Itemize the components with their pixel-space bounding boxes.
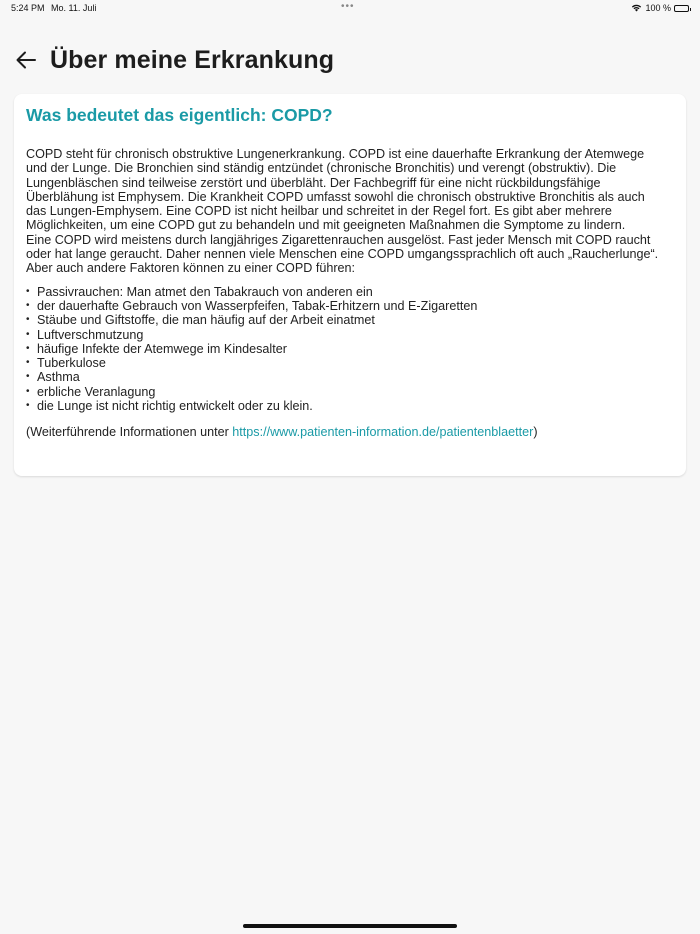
arrow-left-icon [16, 51, 36, 69]
list-item: • Tuberkulose [26, 356, 674, 370]
paragraph-line: Aber auch andere Faktoren können zu einer COPD führen: [26, 261, 356, 276]
description-paragraph [26, 147, 674, 276]
status-right [631, 3, 689, 13]
list-item: • die Lunge ist nicht richtig entwickelt oder zu klein. [26, 399, 674, 413]
more-info-text [26, 425, 674, 439]
list-item: • häufige Infekte der Atemwege im Kindesalter [26, 342, 674, 356]
status-bar [0, 0, 700, 17]
paragraph-line: Überblähung ist Emphysem. Die Krankheit COPD umfasst sowohl die chronisch obstruktive Bronchitis als auch [26, 189, 645, 204]
multitasking-dots-icon[interactable]: ••• [341, 1, 355, 12]
list-item: • erbliche Veranlagung [26, 385, 674, 399]
paragraph-line: Möglichkeiten, um eine COPD gut zu behandeln und mit geeigneten Maßnahmen die Symptome zu lindern. [26, 218, 626, 233]
back-button[interactable] [14, 48, 38, 72]
paragraph-line: COPD steht für chronisch obstruktive Lungenerkrankung. COPD ist eine dauerhafte Erkrankung der Atemwege [26, 147, 645, 161]
paragraph-line: Eine COPD wird meistens durch langjähriges Zigarettenrauchen ausgelöst. Fast jeder Mensch mit COPD raucht [26, 232, 651, 247]
battery-percentage: 100 % [645, 3, 671, 13]
battery-full-icon [674, 5, 689, 12]
more-info-prefix: (Weiterführende Informationen unter [26, 425, 233, 440]
list-item: • der dauerhafte Gebrauch von Wasserpfeifen, Tabak-Erhitzern und E-Zigaretten [26, 299, 674, 313]
card-title: Was bedeutet das eigentlich: COPD? [26, 105, 333, 125]
risk-factor-list [26, 285, 674, 414]
wifi-icon [631, 4, 642, 12]
list-item: • Passivrauchen: Man atmet den Tabakrauch von anderen ein [26, 285, 674, 299]
info-card [14, 94, 686, 476]
status-time: 5:24 PM [11, 3, 45, 13]
more-info-suffix: ) [533, 425, 538, 440]
status-date: Mo. 11. Juli [51, 3, 97, 13]
paragraph-line: oder hat lange geraucht. Daher nennen viele Menschen eine COPD umgangssprachlich oft auch „Raucherlunge“. [26, 247, 659, 262]
paragraph-line: Lungenbläschen sind teilweise zerstört und überbläht. Der Fachbegriff für eine nicht rückbildungsfähige [26, 175, 601, 190]
list-item: • Stäube und Giftstoffe, die man häufig auf der Arbeit einatmet [26, 313, 674, 327]
list-item: • Asthma [26, 370, 674, 384]
page-title: Über meine Erkrankung [50, 45, 335, 74]
page-header [14, 42, 686, 78]
paragraph-line: und der Lunge. Die Bronchien sind ständig entzündet (chronische Bronchitis) und verengt (obstruktiv). Die [26, 161, 617, 176]
list-item: • Luftverschmutzung [26, 328, 674, 342]
patient-info-link[interactable]: https://www.patienten-information.de/patientenblaetter [232, 425, 534, 440]
paragraph-line: das Lungen-Emphysem. Eine COPD ist nicht heilbar und schreitet in der Regel fort. Es gibt aber mehrere [26, 204, 612, 219]
home-indicator[interactable] [243, 924, 457, 928]
